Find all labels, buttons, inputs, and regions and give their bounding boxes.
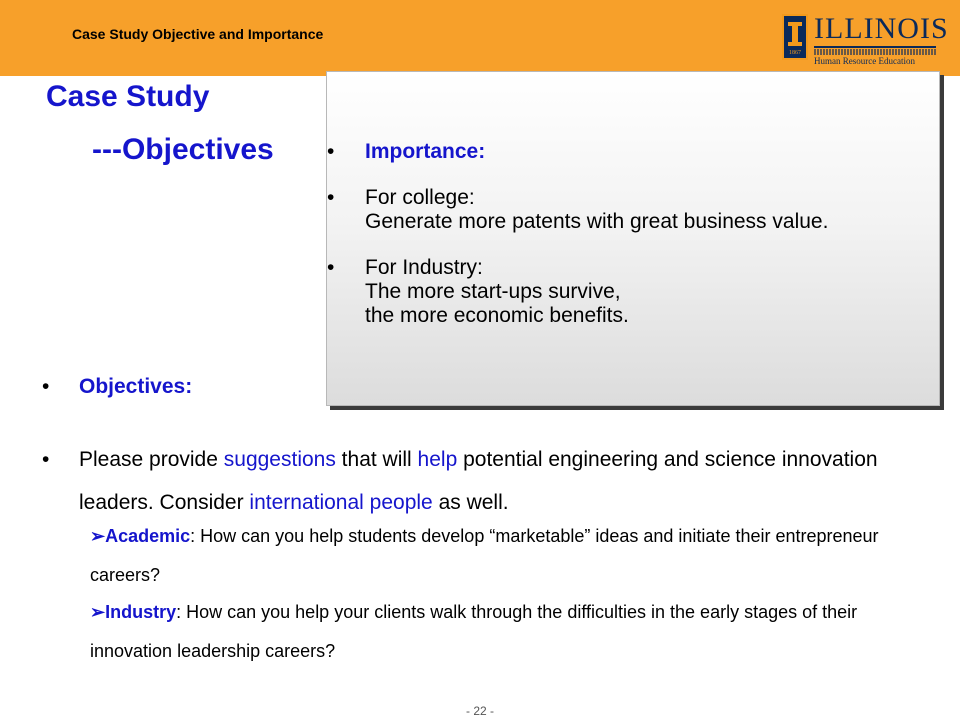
academic-item bbox=[90, 517, 940, 595]
college-label: For college: bbox=[365, 186, 475, 209]
main-text-highlight: international people bbox=[249, 491, 433, 514]
logo-wordmark: ILLINOIS bbox=[814, 12, 949, 45]
industry-item bbox=[327, 256, 927, 328]
illinois-logo bbox=[782, 12, 949, 66]
main-text-part: that will bbox=[335, 448, 418, 471]
arrow-bullet-icon: ➢ bbox=[90, 602, 106, 622]
logo-seal-icon bbox=[782, 14, 808, 60]
importance-heading-item bbox=[327, 140, 927, 164]
bullet: • bbox=[42, 375, 50, 398]
logo-year: 1867 bbox=[789, 50, 801, 56]
industry-question-label: Industry bbox=[105, 602, 177, 622]
objectives-heading bbox=[42, 375, 192, 399]
industry-label: For Industry: bbox=[365, 256, 483, 279]
slide-title: Case Study bbox=[46, 80, 210, 113]
logo-rule bbox=[814, 46, 936, 48]
main-text-highlight: help bbox=[417, 448, 458, 471]
main-text-part: potential engineering and science innovation leaders. Consider bbox=[79, 448, 878, 514]
importance-panel bbox=[326, 71, 940, 406]
slide-subtitle: ---Objectives bbox=[92, 133, 274, 166]
college-text: Generate more patents with great business value. bbox=[365, 210, 829, 233]
importance-label: Importance: bbox=[365, 140, 486, 163]
bullet: • bbox=[42, 448, 50, 471]
main-paragraph bbox=[42, 438, 942, 524]
main-text-part: Please provide bbox=[79, 448, 224, 471]
academic-text: : How can you help students develop “marketable” ideas and initiate their entrepreneur careers? bbox=[90, 526, 879, 585]
logo-subtitle: Human Resource Education bbox=[814, 56, 915, 66]
header-title: Case Study Objective and Importance bbox=[72, 26, 324, 42]
industry-question-item bbox=[90, 593, 940, 671]
main-text-highlight: suggestions bbox=[223, 448, 336, 471]
academic-label: Academic bbox=[105, 526, 191, 546]
bullet: • bbox=[327, 186, 335, 209]
objectives-label: Objectives: bbox=[79, 375, 193, 398]
main-text-part: as well. bbox=[432, 491, 509, 514]
bullet: • bbox=[327, 140, 335, 163]
bullet: • bbox=[327, 256, 335, 279]
importance-list bbox=[327, 140, 927, 350]
logo-fine-print bbox=[814, 49, 936, 55]
industry-text-2: the more economic benefits. bbox=[365, 304, 629, 327]
industry-text-1: The more start-ups survive, bbox=[365, 280, 621, 303]
college-item bbox=[327, 186, 927, 234]
page-number: - 22 - bbox=[465, 704, 494, 718]
arrow-bullet-icon: ➢ bbox=[90, 526, 106, 546]
industry-question-text: : How can you help your clients walk through the difficulties in the early stages of their innovation leadership careers? bbox=[90, 602, 858, 661]
